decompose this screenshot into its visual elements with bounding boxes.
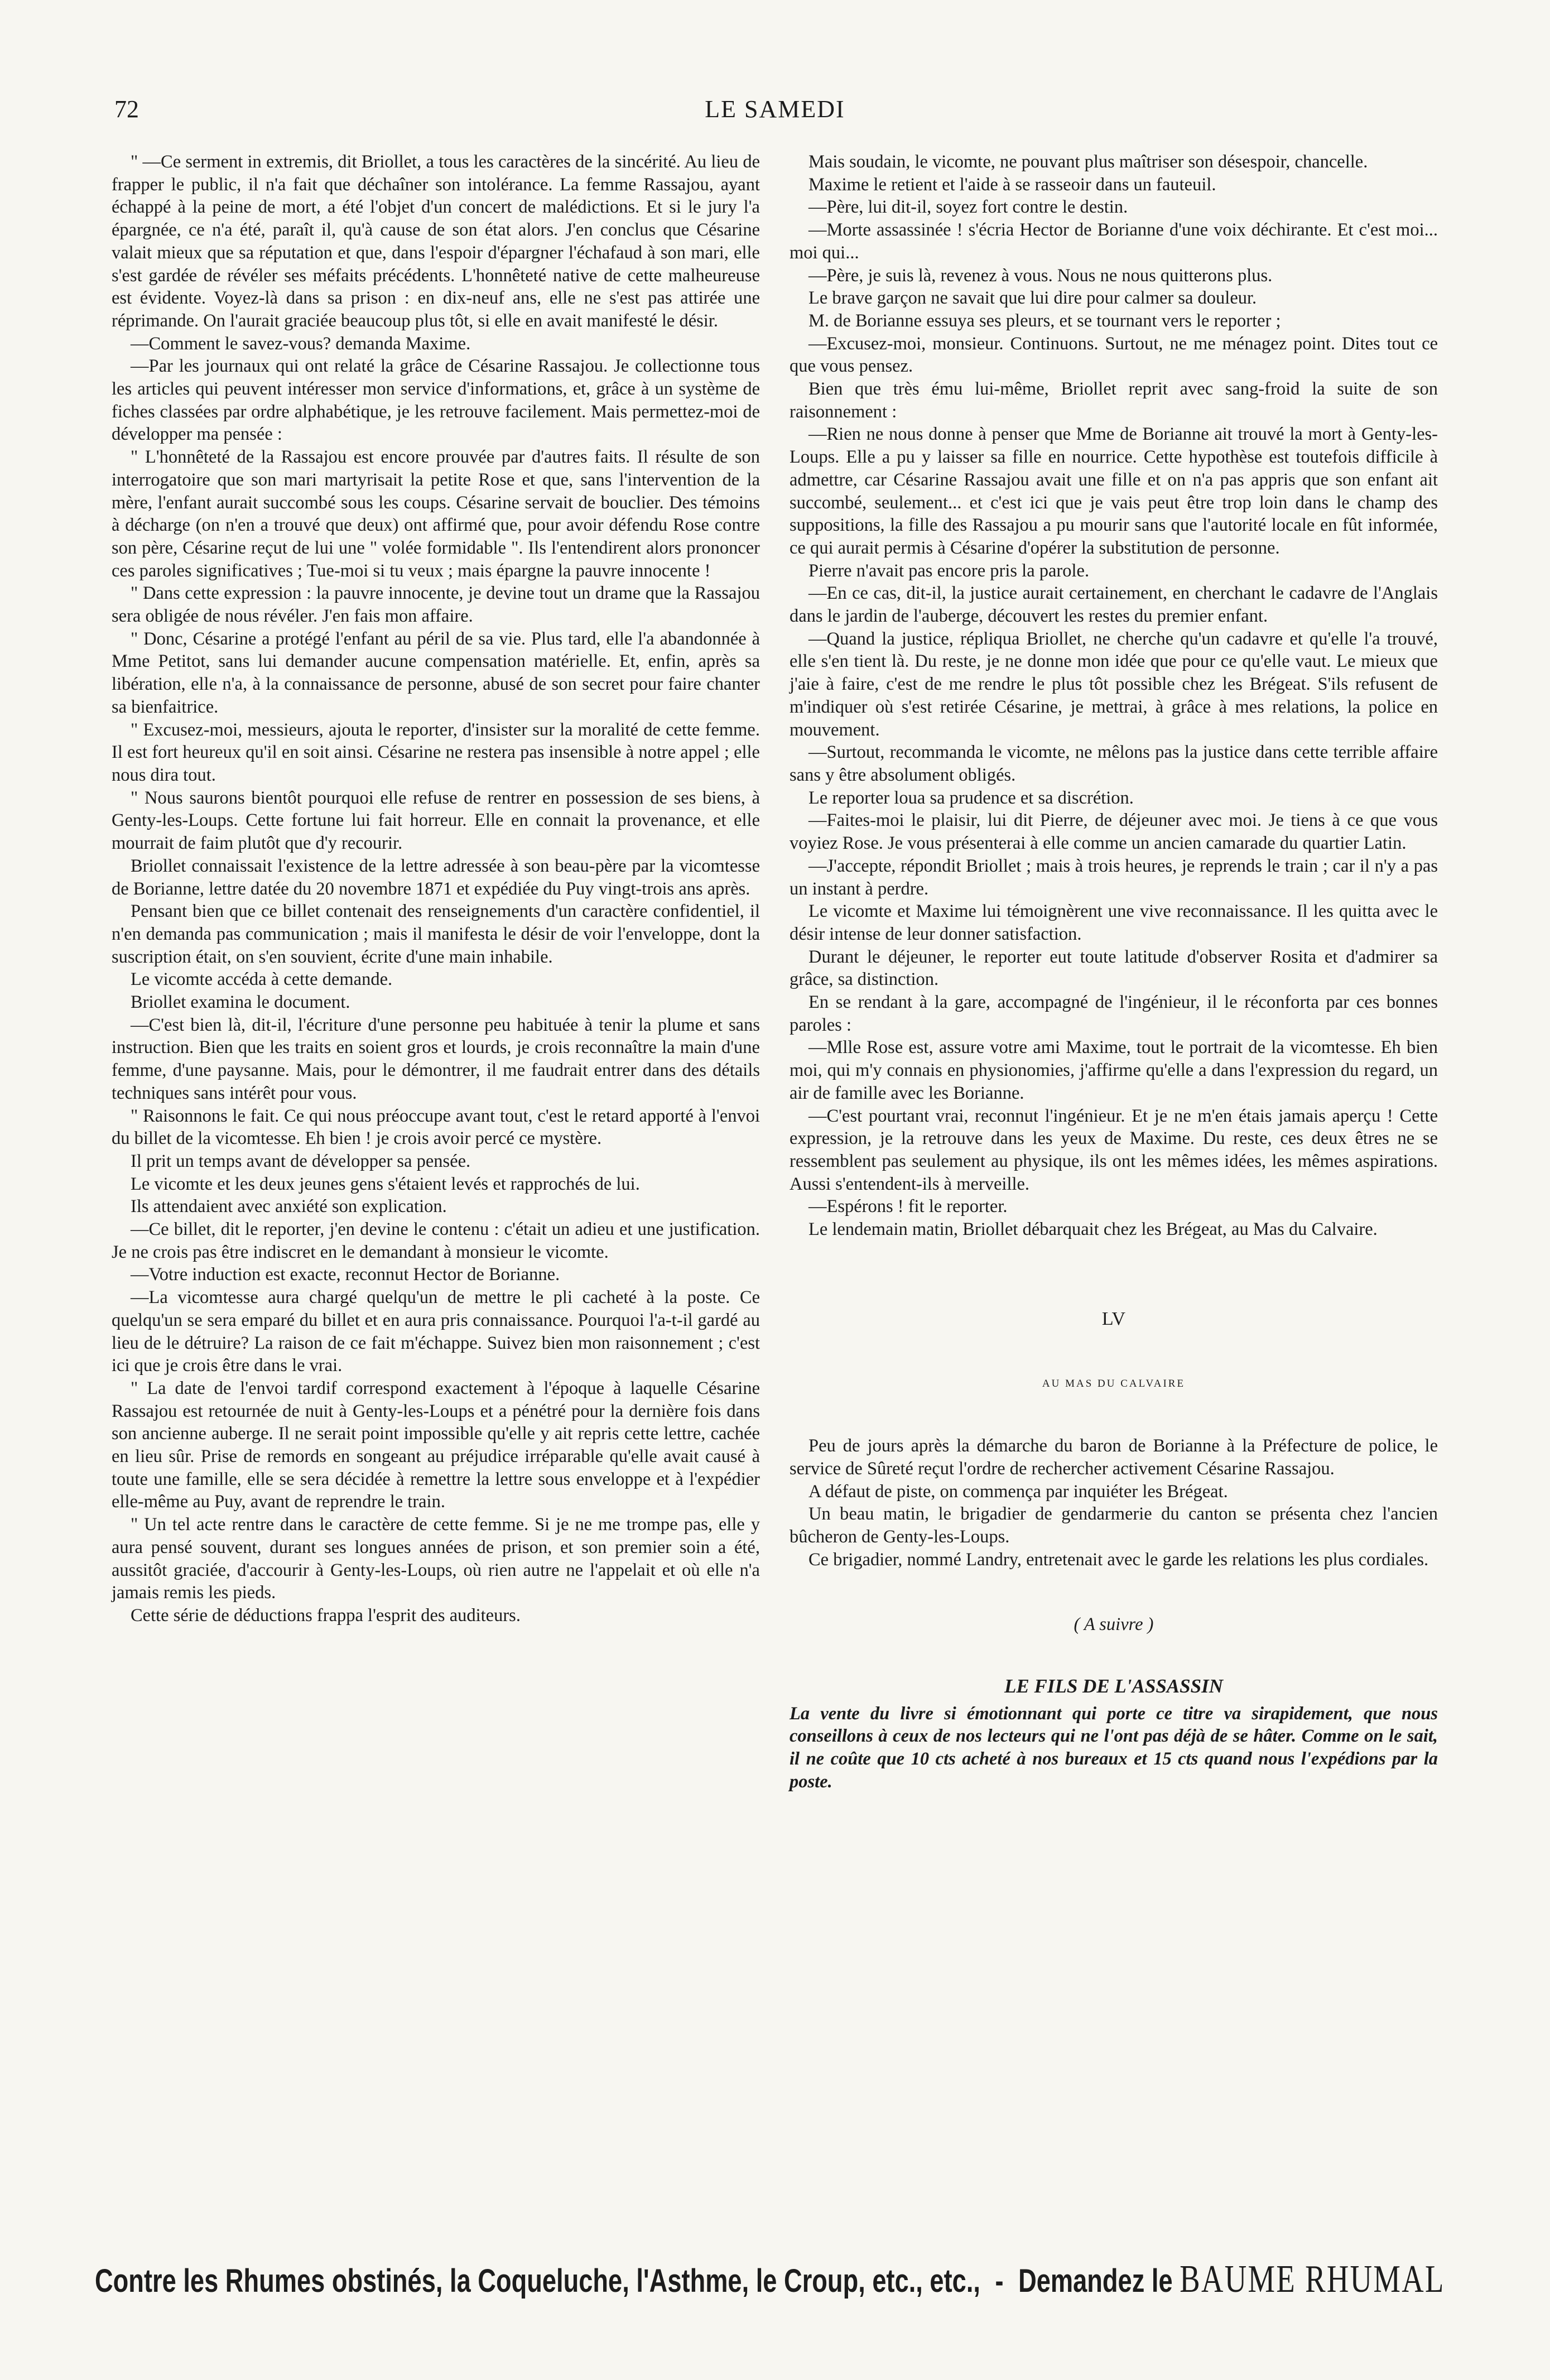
paragraph: —Père, lui dit-il, soyez fort contre le destin. (808, 197, 1128, 218)
left-column (112, 151, 760, 1627)
paragraph: Maxime le retient et l'aide à se rasseoir dans un fauteuil. (808, 174, 1216, 195)
paragraph: —Ce billet, dit le reporter, j'en devine le contenu : c'était un adieu et une justification. Je ne crois pas être indiscret en le demandant à monsieur le vicomte. (112, 1219, 760, 1262)
paragraph: Un beau matin, le brigadier de gendarmerie du canton se présenta chez l'ancien bûcheron de Genty-les-Loups. (790, 1504, 1438, 1547)
paragraph: —Quand la justice, répliqua Briollet, ne cherche qu'un cadavre et qu'elle l'a trouvé, elle s'en tient là. Du reste, je ne donne mon idée que pour ce qu'elle vaut. Le mieux que j'aie à faire, c'est de me rendre le plus tôt possible chez les Brégeat. S'ils refusent de m'indiquer où s'est retirée Césarine, je mettrai, à grâce à mes relations, la police en mouvement. (790, 628, 1438, 740)
paragraph: Le vicomte accéda à cette demande. (131, 969, 393, 990)
paragraph: Ce brigadier, nommé Landry, entretenait avec le garde les relations les plus cordiales. (808, 1549, 1429, 1570)
to-be-continued: ( A suivre ) (1074, 1614, 1154, 1635)
ad-dash: - (995, 2263, 1004, 2299)
ad-cta-text: Demandez le (1018, 2263, 1173, 2299)
paragraph: —Faites-moi le plaisir, lui dit Pierre, de déjeuner avec moi. Je tiens à ce que vous voyiez Rose. Je vous présenterai à elle comme un ancien camarade du quartier Latin. (790, 810, 1438, 854)
paragraph: —Père, je suis là, revenez à vous. Nous ne nous quitterons plus. (808, 265, 1273, 286)
paragraph: —Comment le savez-vous? demanda Maxime. (131, 333, 471, 354)
promo-body: La vente du livre si émotionnant qui porte ce titre va sirapidement, que nous conseillons à ceux de nos lecteurs qui ne l'ont pas déjà de se hâter. Comme on le sait, il ne coûte que 10 cts acheté à nos bureaux et 15 cts quand nous l'expédions par la poste. (790, 1703, 1438, 1792)
paragraph: " —Ce serment in extremis, dit Briollet, a tous les caractères de la sincérité. Au lieu de frapper le public, il n'a fait que déchaîner son intolérance. La femme Rassajou, ayant échappé à la peine de mort, a été l'objet d'un concert de malédictions. Et si le jury l'a épargnée, ce n'a été, paraît il, qu'à cause de son état alors. J'en conclus que Césarine valait mieux que sa réputation et que, dans l'espoir d'épargner l'échafaud à son mari, elle s'est gardée de révéler ses méfaits précédents. L'honnêteté native de cette malheureuse est évidente. Voyez-là dans sa prison : en dix-neuf ans, elle ne s'est pas attirée une réprimande. On l'aurait graciée beaucoup plus tôt, si elle en avait manifesté le désir. (112, 152, 760, 331)
paragraph: " Donc, Césarine a protégé l'enfant au péril de sa vie. Plus tard, elle l'a abandonnée à Mme Petitot, sans lui demander aucune compensation matérielle. Et, enfin, après sa libération, elle n'a, à la connaissance de personne, abusé de son secret pour faire chanter sa bienfaitrice. (112, 628, 760, 717)
paragraph: Le brave garçon ne savait que lui dire pour calmer sa douleur. (808, 288, 1257, 309)
paragraph: —La vicomtesse aura chargé quelqu'un de mettre le pli cacheté à la poste. Ce quelqu'un se sera emparé du billet et en aura pris connaissance. Pourquoi l'a-t-il gardé au lieu de le détruire? La raison de ce fait m'échappe. Suivez bien mon raisonnement ; c'est ici que je crois être dans le vrai. (112, 1287, 760, 1376)
paragraph: Pensant bien que ce billet contenait des renseignements d'un caractère confidentiel, il n'en demanda pas communication ; mais il manifesta le désir de voir l'enveloppe, dont la suscription était, on s'en souvient, écrite d'une main inhabile. (112, 901, 760, 967)
footer-advertisement (95, 2257, 1445, 2302)
paragraph: —En ce cas, dit-il, la justice aurait certainement, en cherchant le cadavre de l'Anglais dans le jardin de l'auberge, découvert les restes du premier enfant. (790, 583, 1438, 627)
paragraph: —C'est pourtant vrai, reconnut l'ingénieur. Et je ne m'en étais jamais aperçu ! Cette expression, je la retrouve dans les yeux de Maxime. Du reste, ces deux êtres ne se ressemblent pas seulement au physique, ils ont les mêmes idées, les mêmes aspirations. Aussi s'entendent-ils à merveille. (790, 1105, 1438, 1194)
paragraph: Le lendemain matin, Briollet débarquait chez les Brégeat, au Mas du Calvaire. (808, 1219, 1378, 1240)
paragraph: —Votre induction est exacte, reconnut Hector de Borianne. (131, 1264, 560, 1285)
ad-product-name: BAUME RHUMAL (1180, 2258, 1445, 2301)
paragraph: —Excusez-moi, monsieur. Continuons. Surtout, ne me ménagez point. Dites tout ce que vous pensez. (790, 333, 1438, 377)
paragraph: " Dans cette expression : la pauvre innocente, je devine tout un drame que la Rassajou sera obligée de nous révéler. J'en fais mon affaire. (112, 583, 760, 627)
chapter-title: AU MAS DU CALVAIRE (1042, 1378, 1186, 1390)
ad-cta (1018, 2257, 1445, 2302)
promo-title: LE FILS DE L'ASSASSIN (1004, 1675, 1223, 1698)
paragraph: " L'honnêteté de la Rassajou est encore prouvée par d'autres faits. Il résulte de son interrogatoire que son mari martyrisait la petite Rose et que, sans l'intervention de la mère, l'enfant aurait succombé sous les coups. Césarine servait de bouclier. Des témoins à décharge (on n'en a trouvé que deux) ont affirmé que, pour avoir défendu Rose contre son père, Césarine reçut de lui une " volée formidable ". Ils l'entendirent alors prononcer ces paroles significatives ; Tue-moi si tu veux ; mais épargne la pauvre innocente ! (112, 447, 760, 581)
paragraph: —Par les journaux qui ont relaté la grâce de Césarine Rassajou. Je collectionne tous les articles qui peuvent intéresser mon service d'informations, et, grâce à un système de fiches classées par ordre alphabétique, je les retrouve facilement. Mais permettez-moi de développer ma pensée : (112, 356, 760, 445)
paragraph: —C'est bien là, dit-il, l'écriture d'une personne peu habituée à tenir la plume et sans instruction. Bien que les traits en soient gros et lourds, je crois reconnaître la main d'une femme, d'une paysanne. Mais, pour le démontrer, il me faudrait entrer dans des détails techniques sans intérêt pour vous. (112, 1014, 760, 1103)
paragraph: Briollet connaissait l'existence de la lettre adressée à son beau-père par la vicomtesse de Borianne, lettre datée du 20 novembre 1871 et expédiée du Puy vingt-trois ans après. (112, 855, 760, 899)
page-number: 72 (114, 95, 139, 123)
paragraph: M. de Borianne essuya ses pleurs, et se tournant vers le reporter ; (808, 310, 1281, 331)
paragraph: Il prit un temps avant de développer sa pensée. (131, 1151, 471, 1171)
paragraph: " La date de l'envoi tardif correspond exactement à l'époque à laquelle Césarine Rassajou est retournée de nuit à Genty-les-Loups et a pénétré pour la dernière fois dans son ancienne auberge. Il ne serait point impossible qu'elle y ait repris cette lettre, cachée en lieu sûr. Prise de remords en songeant au préjudice irréparable qu'elle avait causé à toute une famille, elle se sera décidée à remettre la lettre sous enveloppe et à l'expédier elle-même au Puy, avant de reprendre le train. (112, 1378, 760, 1512)
paragraph: " Raisonnons le fait. Ce qui nous préoccupe avant tout, c'est le retard apporté à l'envoi du billet de la vicomtesse. Eh bien ! je crois avoir percé ce mystère. (112, 1105, 760, 1149)
paragraph: Le vicomte et les deux jeunes gens s'étaient levés et rapprochés de lui. (131, 1174, 640, 1194)
paragraph: Briollet examina le document. (131, 992, 350, 1013)
paragraph: En se rendant à la gare, accompagné de l'ingénieur, il le réconforta par ces bonnes paroles : (790, 992, 1438, 1035)
paragraph: —Morte assassinée ! s'écria Hector de Borianne d'une voix déchirante. Et c'est moi... moi qui... (790, 220, 1438, 263)
running-title: LE SAMEDI (705, 95, 845, 123)
paragraph: A défaut de piste, on commença par inquiéter les Brégeat. (808, 1481, 1228, 1502)
paragraph: " Nous saurons bientôt pourquoi elle refuse de rentrer en possession de ses biens, à Genty-les-Loups. Cette fortune lui fait horreur. Elle en connait la provenance, et elle mourrait de faim plutôt que d'y recourir. (112, 787, 760, 854)
paragraph: Durant le déjeuner, le reporter eut toute latitude d'observer Rosita et d'admirer sa grâce, sa distinction. (790, 946, 1438, 990)
paragraph: " Un tel acte rentre dans le caractère de cette femme. Si je ne me trompe pas, elle y aura pensé souvent, durant ses longues années de prison, et son premier soin a été, aussitôt graciée, d'accourir à Genty-les-Loups, où rien autre ne l'appelait et où elle n'a jamais remis les pieds. (112, 1514, 760, 1603)
paragraph: Le vicomte et Maxime lui témoignèrent une vive reconnaissance. Il les quitta avec le désir intense de leur donner satisfaction. (790, 901, 1438, 944)
paragraph: Bien que très ému lui-même, Briollet reprit avec sang-froid la suite de son raisonnement : (790, 379, 1438, 422)
right-column (790, 151, 1438, 1794)
paragraph: —Surtout, recommanda le vicomte, ne mêlons pas la justice dans cette terrible affaire sans y être absolument obligés. (790, 742, 1438, 785)
paragraph: —Rien ne nous donne à penser que Mme de Borianne ait trouvé la mort à Genty-les-Loups. Elle a pu y laisser sa fille en nourrice. Cette hypothèse est toutefois difficile à admettre, car Césarine Rassajou avait une fille et on n'a pas appris que son enfant ait succombé, seulement... et c'est ici que je vais peut être trop loin dans le champ des suppositions, la fille des Rassajou a pu mourir sans que l'autorité locale en fût informée, ce qui aurait permis à Césarine d'opérer la substitution de personne. (790, 424, 1438, 558)
ad-text: Contre les Rhumes obstinés, la Coqueluche, l'Asthme, le Croup, etc., etc., (95, 2263, 980, 2299)
paragraph: Cette série de déductions frappa l'esprit des auditeurs. (131, 1605, 521, 1626)
paragraph: Pierre n'avait pas encore pris la parole. (808, 560, 1090, 581)
paragraph: —J'accepte, répondit Briollet ; mais à trois heures, je reprends le train ; car il n'y a pas un instant à perdre. (790, 855, 1438, 899)
paragraph: —Espérons ! fit le reporter. (808, 1196, 1008, 1217)
paragraph: Mais soudain, le vicomte, ne pouvant plus maîtriser son désespoir, chancelle. (808, 152, 1368, 172)
paragraph: " Excusez-moi, messieurs, ajouta le reporter, d'insister sur la moralité de cette femme. Il est fort heureux qu'il en soit ainsi. Césarine ne restera pas insensible à notre appel ; elle nous dira tout. (112, 719, 760, 785)
paragraph: Le reporter loua sa prudence et sa discrétion. (808, 787, 1134, 808)
paragraph: Ils attendaient avec anxiété son explication. (131, 1196, 447, 1217)
chapter-number: LV (1101, 1308, 1126, 1329)
paragraph: Peu de jours après la démarche du baron de Borianne à la Préfecture de police, le service de Sûreté reçut l'ordre de rechercher activement Césarine Rassajou. (790, 1436, 1438, 1479)
paragraph: —Mlle Rose est, assure votre ami Maxime, tout le portrait de la vicomtesse. Eh bien moi, qui m'y connais en physionomies, j'affirme qu'elle a dans l'expression du regard, un air de famille avec les Borianne. (790, 1037, 1438, 1103)
